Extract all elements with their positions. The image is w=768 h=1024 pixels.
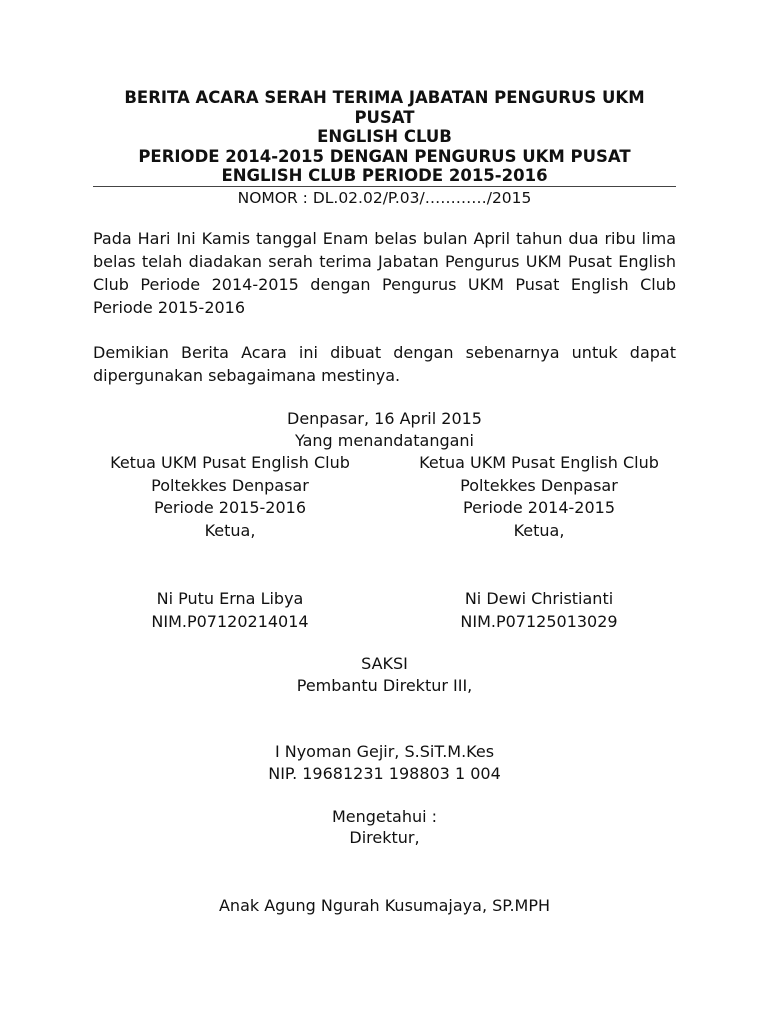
- left-signatory-institution: Poltekkes Denpasar: [151, 475, 309, 495]
- witness-role: Pembantu Direktur III,: [296, 676, 473, 695]
- title-line-5: ENGLISH CLUB PERIODE 2015-2016: [221, 166, 548, 185]
- document-number: NOMOR : DL.02.02/P.03/…………/2015: [237, 189, 532, 207]
- title-line-3: ENGLISH CLUB: [317, 127, 452, 146]
- right-signatory-identity: [394, 588, 684, 633]
- right-signatory-role: Ketua,: [513, 520, 565, 540]
- right-signatory-institution: Poltekkes Denpasar: [460, 475, 618, 495]
- left-signatory-identity: [85, 588, 375, 633]
- witness-name: I Nyoman Gejir, S.SiT.M.Kes: [274, 742, 495, 761]
- left-signatory-name: Ni Putu Erna Libya: [156, 589, 304, 608]
- acknowledged-heading: Mengetahui :: [331, 807, 438, 826]
- title-line-1: BERITA ACARA SERAH TERIMA JABATAN PENGURUS UKM: [124, 88, 645, 107]
- document-title: [93, 88, 676, 186]
- right-signatory-org: Ketua UKM Pusat English Club: [419, 453, 659, 472]
- title-line-2: PUSAT: [354, 107, 415, 127]
- right-signatory: [394, 452, 684, 542]
- left-signatory-role: Ketua,: [204, 520, 256, 540]
- witness-heading: SAKSI: [361, 654, 408, 673]
- left-signatory-org: Ketua UKM Pusat English Club: [110, 453, 350, 472]
- signed-by-label: Yang menandatangani: [295, 431, 474, 450]
- title-divider: [93, 186, 676, 187]
- left-signatory-period: Periode 2015-2016: [153, 498, 307, 517]
- body-paragraph-1: Pada Hari Ini Kamis tanggal Enam belas bulan April tahun dua ribu lima belas telah diadakan serah terima Jabatan Pengurus UKM Pusat English Club Periode 2014-2015 dengan Pengurus UKM Pusat English Club Periode 2015-2016: [93, 229, 676, 317]
- witness-nip: NIP. 19681231 198803 1 004: [268, 764, 501, 783]
- acknowledged-role: Direktur,: [349, 828, 420, 847]
- acknowledged-name: Anak Agung Ngurah Kusumajaya, SP.MPH: [218, 896, 551, 915]
- left-signatory-nim: NIM.P07120214014: [151, 611, 309, 631]
- left-signatory: [85, 452, 375, 542]
- right-signatory-name: Ni Dewi Christianti: [464, 589, 614, 608]
- right-signatory-nim: NIM.P07125013029: [460, 611, 618, 631]
- right-signatory-period: Periode 2014-2015: [462, 498, 616, 517]
- body-paragraph-2: Demikian Berita Acara ini dibuat dengan sebenarnya untuk dapat dipergunakan sebagaimana mestinya.: [93, 343, 676, 385]
- place-date: Denpasar, 16 April 2015: [287, 409, 482, 428]
- title-line-4: PERIODE 2014-2015 DENGAN PENGURUS UKM PUSAT: [138, 146, 631, 166]
